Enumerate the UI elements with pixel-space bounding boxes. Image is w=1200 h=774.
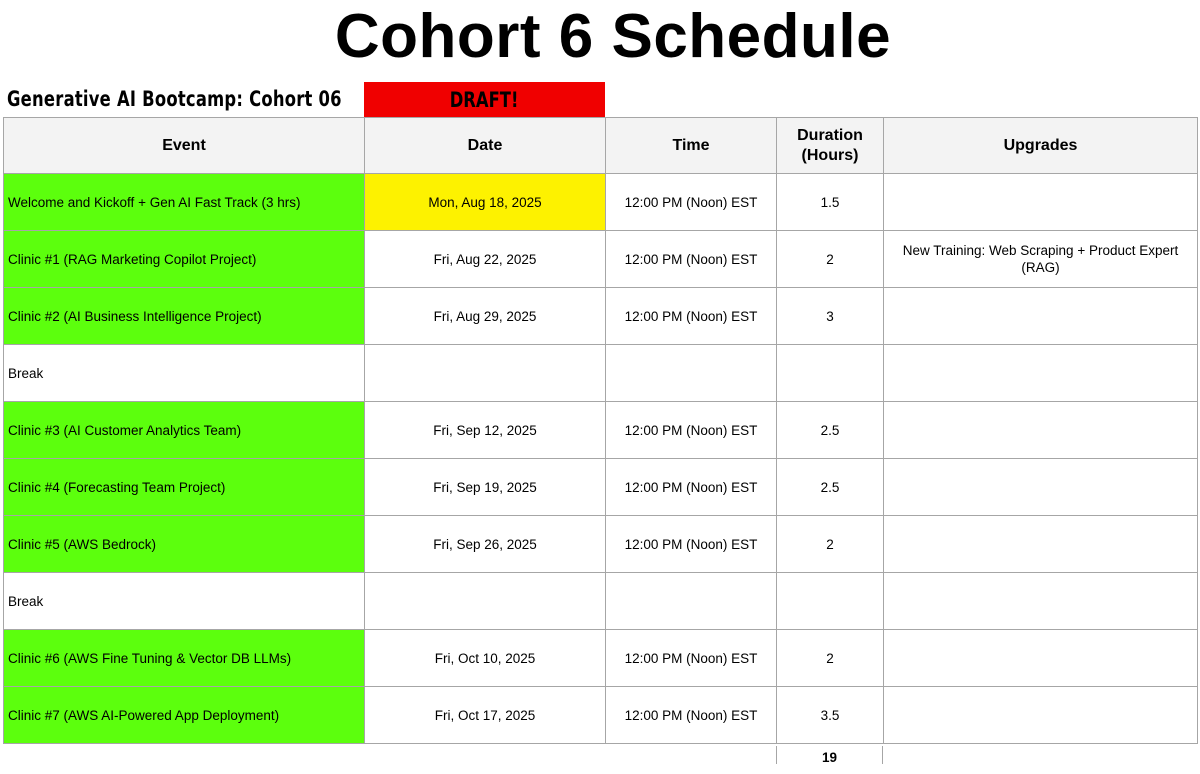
time-cell: 12:00 PM (Noon) EST xyxy=(606,687,777,744)
header-time: Time xyxy=(606,118,777,174)
page-title: Cohort 6 Schedule xyxy=(334,2,892,71)
event-cell: Break xyxy=(4,573,365,630)
date-cell xyxy=(365,573,606,630)
upgrades-cell xyxy=(884,288,1198,345)
table-row-break xyxy=(4,345,1198,402)
event-cell: Clinic #5 (AWS Bedrock) xyxy=(4,516,365,573)
bootcamp-subtitle: Generative AI Bootcamp: Cohort 06 xyxy=(7,87,342,111)
table-row xyxy=(4,459,1198,516)
date-cell: Fri, Sep 12, 2025 xyxy=(365,402,606,459)
draft-label: DRAFT! xyxy=(450,87,519,112)
header-upgrades: Upgrades xyxy=(884,118,1198,174)
total-duration: 19 xyxy=(776,746,883,764)
table-row xyxy=(4,174,1198,231)
duration-cell: 1.5 xyxy=(777,174,884,231)
upgrades-cell xyxy=(884,687,1198,744)
date-cell: Fri, Aug 22, 2025 xyxy=(365,231,606,288)
event-cell: Break xyxy=(4,345,365,402)
table-row xyxy=(4,231,1198,288)
table-row xyxy=(4,516,1198,573)
time-cell xyxy=(606,345,777,402)
upgrades-cell xyxy=(884,516,1198,573)
upgrades-cell xyxy=(884,345,1198,402)
table-row xyxy=(4,630,1198,687)
upgrades-cell: New Training: Web Scraping + Product Expert (RAG) xyxy=(884,231,1198,288)
duration-cell xyxy=(777,345,884,402)
duration-cell: 2.5 xyxy=(777,402,884,459)
schedule-table xyxy=(3,117,1198,744)
date-cell: Mon, Aug 18, 2025 xyxy=(365,174,606,231)
duration-cell: 2 xyxy=(777,630,884,687)
event-cell: Clinic #1 (RAG Marketing Copilot Project) xyxy=(4,231,365,288)
header-event: Event xyxy=(4,118,365,174)
time-cell: 12:00 PM (Noon) EST xyxy=(606,516,777,573)
time-cell: 12:00 PM (Noon) EST xyxy=(606,630,777,687)
date-cell: Fri, Sep 26, 2025 xyxy=(365,516,606,573)
time-cell: 12:00 PM (Noon) EST xyxy=(606,402,777,459)
event-cell: Clinic #3 (AI Customer Analytics Team) xyxy=(4,402,365,459)
upgrades-cell xyxy=(884,459,1198,516)
duration-cell: 2 xyxy=(777,231,884,288)
table-header-row xyxy=(4,118,1198,174)
event-cell: Welcome and Kickoff + Gen AI Fast Track (3 hrs) xyxy=(4,174,365,231)
table-row xyxy=(4,402,1198,459)
event-cell: Clinic #6 (AWS Fine Tuning & Vector DB LLMs) xyxy=(4,630,365,687)
event-cell: Clinic #2 (AI Business Intelligence Project) xyxy=(4,288,365,345)
time-cell: 12:00 PM (Noon) EST xyxy=(606,174,777,231)
upgrades-cell xyxy=(884,573,1198,630)
time-cell: 12:00 PM (Noon) EST xyxy=(606,459,777,516)
date-cell xyxy=(365,345,606,402)
duration-cell: 2 xyxy=(777,516,884,573)
date-cell: Fri, Sep 19, 2025 xyxy=(365,459,606,516)
upgrades-cell xyxy=(884,630,1198,687)
draft-banner xyxy=(364,82,605,117)
date-cell: Fri, Aug 29, 2025 xyxy=(365,288,606,345)
event-cell: Clinic #4 (Forecasting Team Project) xyxy=(4,459,365,516)
header-date: Date xyxy=(365,118,606,174)
table-row xyxy=(4,687,1198,744)
date-cell: Fri, Oct 10, 2025 xyxy=(365,630,606,687)
duration-cell: 3.5 xyxy=(777,687,884,744)
upgrades-cell xyxy=(884,402,1198,459)
table-row xyxy=(4,288,1198,345)
duration-cell: 3 xyxy=(777,288,884,345)
date-cell: Fri, Oct 17, 2025 xyxy=(365,687,606,744)
duration-cell xyxy=(777,573,884,630)
time-cell: 12:00 PM (Noon) EST xyxy=(606,231,777,288)
time-cell: 12:00 PM (Noon) EST xyxy=(606,288,777,345)
event-cell: Clinic #7 (AWS AI-Powered App Deployment) xyxy=(4,687,365,744)
table-row-break xyxy=(4,573,1198,630)
header-duration: Duration (Hours) xyxy=(777,118,884,174)
duration-cell: 2.5 xyxy=(777,459,884,516)
upgrades-cell xyxy=(884,174,1198,231)
time-cell xyxy=(606,573,777,630)
